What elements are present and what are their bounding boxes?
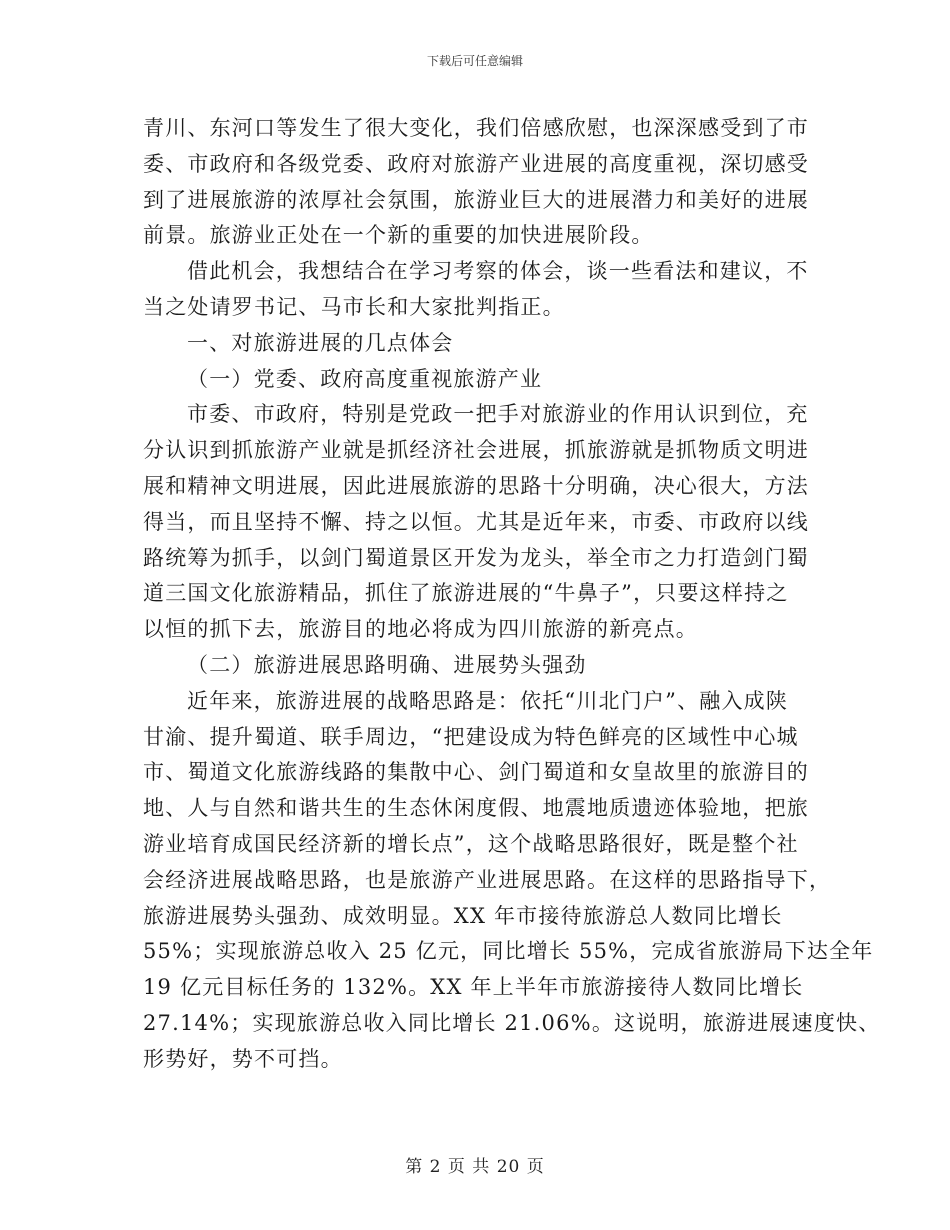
subsection-heading: （一）党委、政府高度重视旅游产业 [187,366,543,391]
paragraph-line: 前景。旅游业正处在一个新的重要的加快进展阶段。 [143,223,654,248]
paragraph-line: 以恒的抓下去，旅游目的地必将成为四川旅游的新亮点。 [143,617,698,642]
paragraph-line: 19 亿元目标任务的 132%。XX 年上半年市旅游接待人数同比增长 [143,975,804,1000]
paragraph-line: 27.14%；实现旅游总收入同比增长 21.06%。这说明，旅游进展速度快、 [143,1010,881,1035]
paragraph-line: 到了进展旅游的浓厚社会氛围，旅游业巨大的进展潜力和美好的进展 [143,187,809,212]
paragraph-line: 得当，而且坚持不懈、持之以恒。尤其是近年来，市委、市政府以线 [143,509,809,534]
paragraph-line: 委、市政府和各级党委、政府对旅游产业进展的高度重视，深切感受 [143,151,809,176]
document-body [143,111,881,1078]
paragraph-line: 分认识到抓旅游产业就是抓经济社会进展，抓旅游就是抓物质文明进 [143,438,809,463]
paragraph-line: 青川、东河口等发生了很大变化，我们倍感欣慰，也深深感受到了市 [143,116,809,140]
paragraph-line: 道三国文化旅游精品，抓住了旅游进展的“牛鼻子”，只要这样持之 [143,581,789,606]
paragraph-line: 借此机会，我想结合在学习考察的体会，谈一些看法和建议，不 [187,259,809,284]
paragraph-line: 市、蜀道文化旅游线路的集散中心、剑门蜀道和女皇故里的旅游目的 [143,760,809,785]
paragraph-line: 路统筹为抓手，以剑门蜀道景区开发为龙头，举全市之力打造剑门蜀 [143,545,809,570]
paragraph-line: 地、人与自然和谐共生的生态休闲度假、地震地质遗迹体验地，把旅 [143,796,809,821]
section-heading: 一、对旅游进展的几点体会 [187,330,454,355]
paragraph-line: 展和精神文明进展，因此进展旅游的思路十分明确，决心很大，方法 [143,473,809,498]
paragraph-line: 形势好，势不可挡。 [143,1046,343,1071]
paragraph-line: 甘渝、提升蜀道、联手周边，“把建设成为特色鲜亮的区域性中心城 [143,724,799,749]
paragraph-line: 当之处请罗书记、马市长和大家批判指正。 [143,294,565,319]
page-header: 下载后可任意编辑 [426,54,523,68]
paragraph-line: 会经济进展战略思路，也是旅游产业进展思路。在这样的思路指导下， [143,867,832,892]
paragraph-line: 55%；实现旅游总收入 25 亿元，同比增长 55%，完成省旅游局下达全年 [143,939,874,964]
paragraph-line: 游业培育成国民经济新的增长点”，这个战略思路很好，既是整个社 [143,831,799,856]
page-number: 第 2 页 共 20 页 [405,1157,545,1177]
paragraph-line: 市委、市政府，特别是党政一把手对旅游业的作用认识到位，充 [187,402,809,427]
paragraph-line: 旅游进展势头强劲、成效明显。XX 年市接待旅游总人数同比增长 [143,903,783,928]
paragraph-line: 近年来，旅游进展的战略思路是：依托“川北门户”、融入成陕 [187,688,789,713]
subsection-heading: （二）旅游进展思路明确、进展势头强劲 [187,652,587,677]
